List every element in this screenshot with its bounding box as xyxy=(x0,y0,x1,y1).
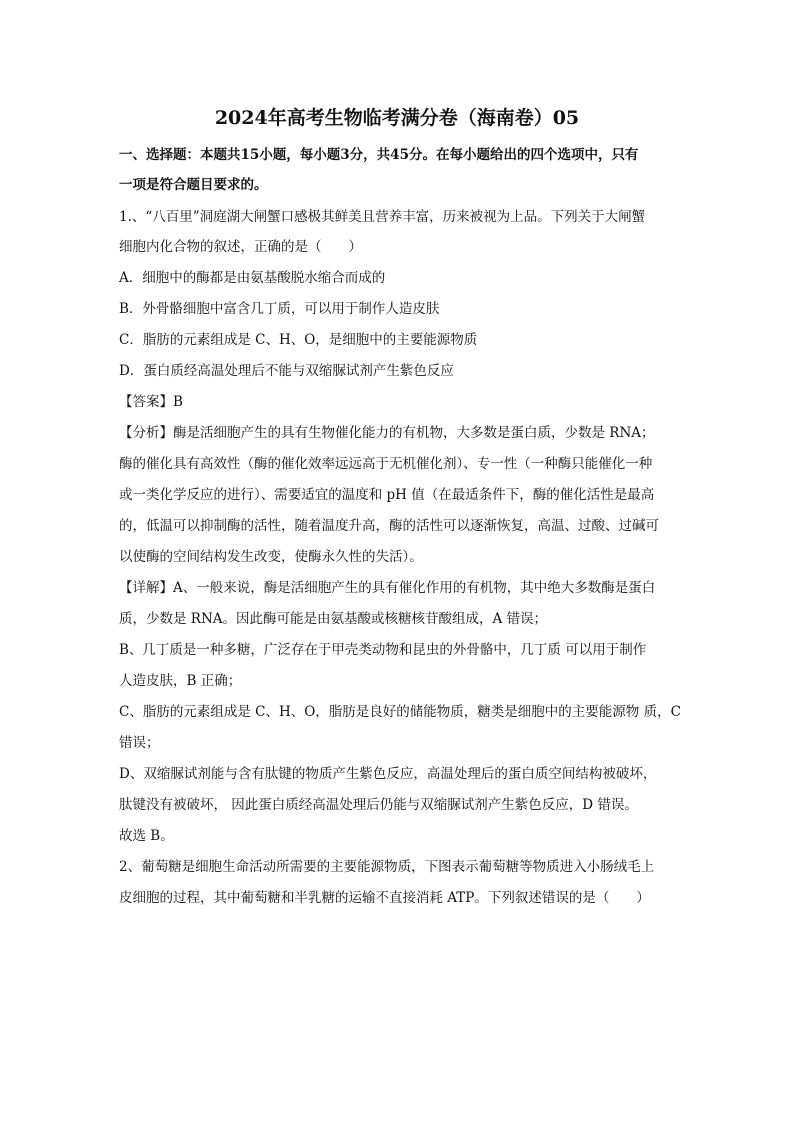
question-2-stem-line-2: 皮细胞的过程，其中葡萄糖和半乳糖的运输不直接消耗 ATP。下列叙述错误的是（ ） xyxy=(119,890,650,906)
question-1-analysis-line-3: 或一类化学反应的进行）、需要适宜的温度和 pH 值（在最适条件下，酶的催化活性是最高 xyxy=(119,487,655,503)
question-1-analysis-line-1: 【分析】酶是活细胞产生的具有生物催化能力的有机物，大多数是蛋白质，少数是 RNA； xyxy=(119,425,655,441)
question-1-detail-line-4: 人造皮肤，B 正确； xyxy=(119,673,242,689)
question-1-option-a: A．细胞中的酶都是由氨基酸脱水缩合而成的 xyxy=(119,270,386,286)
section-heading-line-2: 一项是符合题目要求的。 xyxy=(119,177,268,193)
question-1-detail-line-5: C、脂肪的元素组成是 C、H、O，脂肪是良好的储能物质，糖类是细胞中的主要能源物 质，C xyxy=(119,704,681,720)
question-1-analysis-line-2: 酶的催化具有高效性（酶的催化效率远远高于无机催化剂）、专一性（一种酶只能催化一种 xyxy=(119,456,653,472)
question-1-option-d: D．蛋白质经高温处理后不能与双缩脲试剂产生紫色反应 xyxy=(119,363,454,379)
question-1-answer: 【答案】B xyxy=(119,394,183,410)
question-1-stem-line-2: 细胞内化合物的叙述，正确的是（ ） xyxy=(119,239,362,255)
question-1-stem-line-1: 1.、“八百里”洞庭湖大闸蟹口感极其鲜美且营养丰富，历来被视为上品。下列关于大闸蟹 xyxy=(119,209,646,225)
question-1-detail-line-6: 错误； xyxy=(119,735,160,751)
question-1-detail-line-2: 质，少数是 RNA。因此酶可能是由氨基酸或核糖核苷酸组成，A 错误； xyxy=(119,611,548,627)
question-1-option-b: B．外骨骼细胞中富含几丁质，可以用于制作人造皮肤 xyxy=(119,301,440,317)
question-1-detail-line-7: D、双缩脲试剂能与含有肽键的物质产生紫色反应，高温处理后的蛋白质空间结构被破坏， xyxy=(119,766,657,782)
question-1-option-c: C．脂肪的元素组成是 C、H、O，是细胞中的主要能源物质 xyxy=(119,332,478,348)
section-heading-line-1: 一、选择题：本题共15小题，每小题3分，共45分。在每小题给出的四个选项中，只有 xyxy=(119,147,639,163)
question-2-stem-line-1: 2、葡萄糖是细胞生命活动所需要的主要能源物质，下图表示葡萄糖等物质进入小肠绒毛上 xyxy=(119,859,655,875)
question-1-detail-line-3: B、几丁质是一种多糖，广泛存在于甲壳类动物和昆虫的外骨骼中，几丁质 可以用于制作 xyxy=(119,642,647,658)
page-title: 2024年高考生物临考满分卷（海南卷）05 xyxy=(214,107,580,129)
question-1-conclusion: 故选 B。 xyxy=(119,828,174,844)
question-1-analysis-line-4: 的，低温可以抑制酶的活性，随着温度升高，酶的活性可以逐渐恢复，高温、过酸、过碱可 xyxy=(119,518,659,534)
question-1-detail-line-8: 肽键没有被破坏， 因此蛋白质经高温处理后仍能与双缩脲试剂产生紫色反应，D 错误。 xyxy=(119,797,638,813)
question-1-detail-line-1: 【详解】A、一般来说，酶是活细胞产生的具有催化作用的有机物，其中绝大多数酶是蛋白 xyxy=(119,580,656,596)
question-1-analysis-line-5: 以使酶的空间结构发生改变，使酶永久性的失活）。 xyxy=(119,549,423,565)
